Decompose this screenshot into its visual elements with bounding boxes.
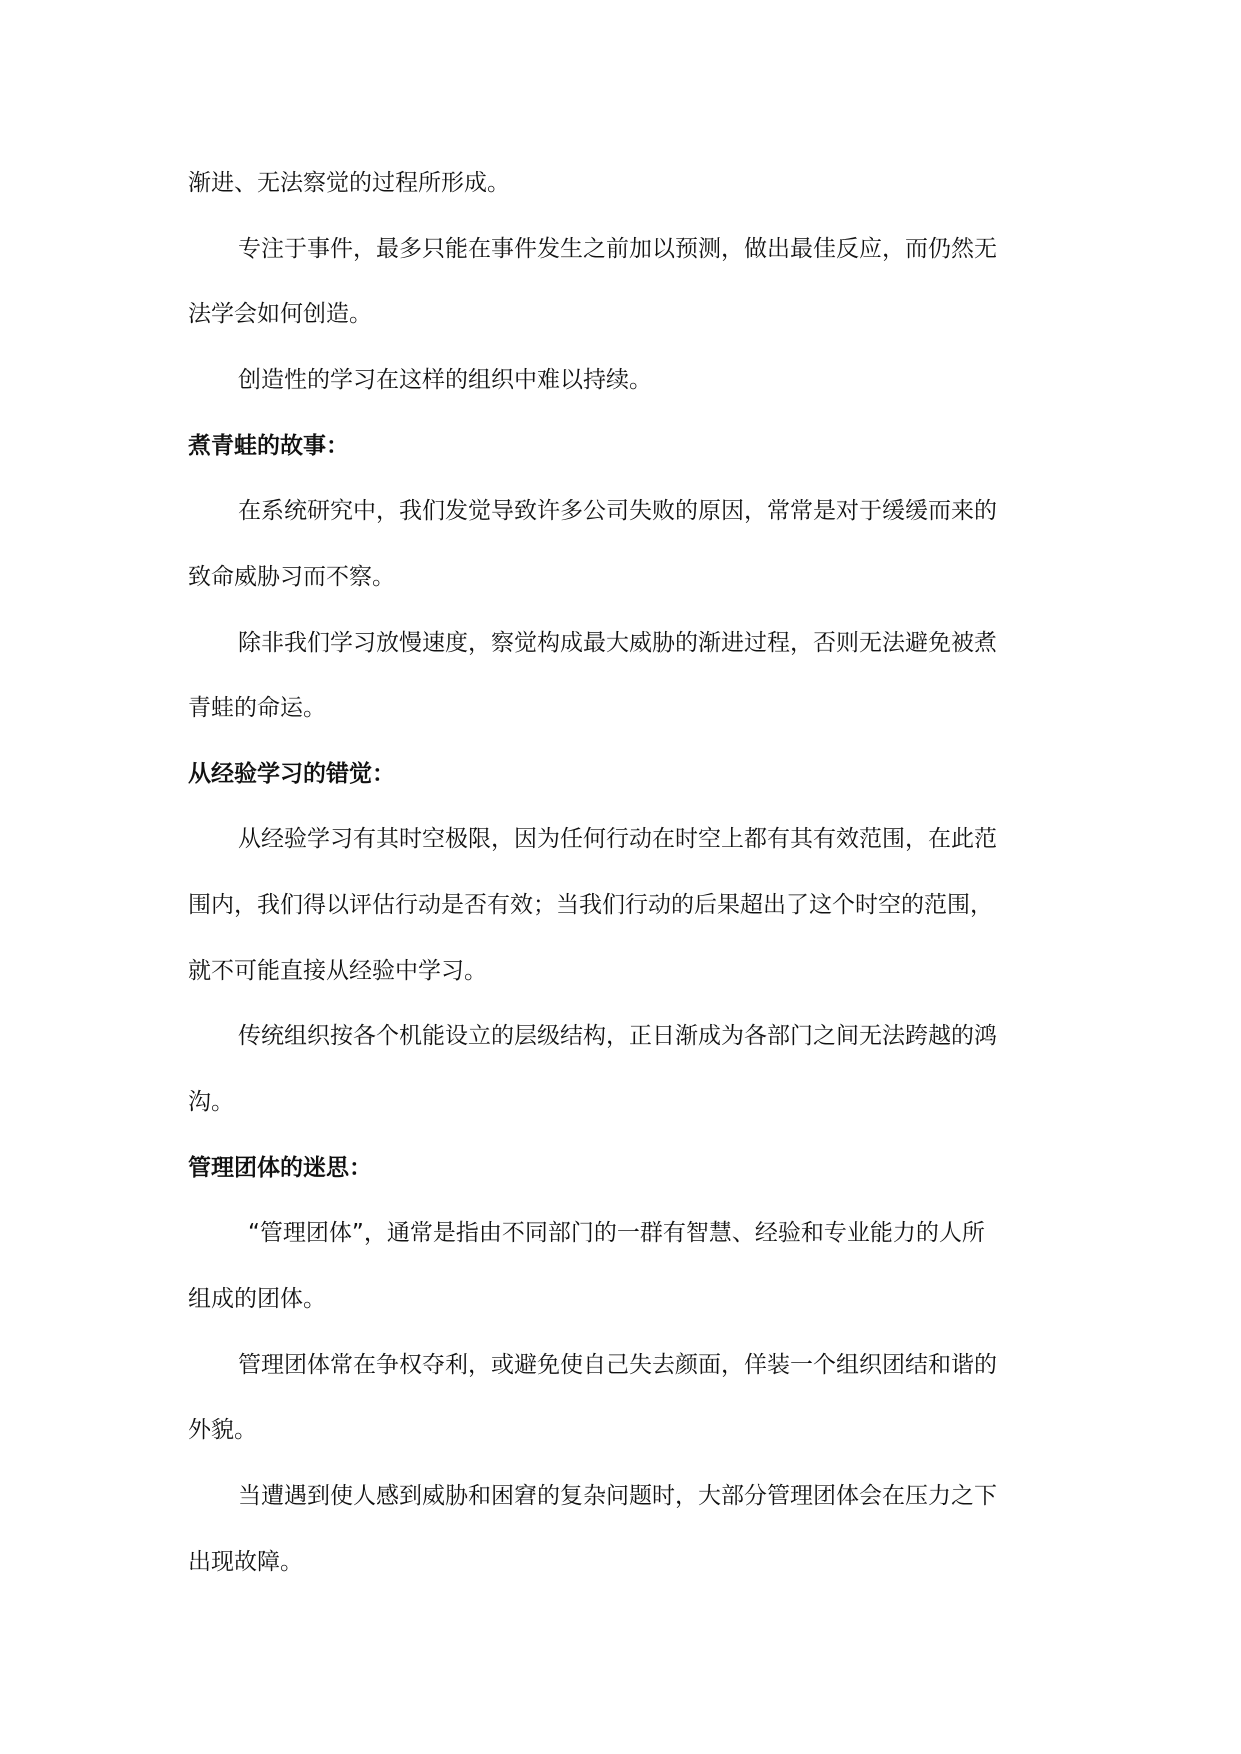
paragraph-line: 传统组织按各个机能设立的层级结构，正日渐成为各部门之间无法跨越的鸿 <box>238 1023 997 1049</box>
section-heading: 煮青蛙的故事： <box>188 433 349 459</box>
paragraph-line: 从经验学习有其时空极限，因为任何行动在时空上都有其有效范围，在此范 <box>238 826 997 852</box>
paragraph-line: “管理团体”，通常是指由不同部门的一群有智慧、经验和专业能力的人所 <box>248 1220 985 1246</box>
paragraph-line: 沟。 <box>188 1089 234 1115</box>
paragraph-line: 在系统研究中，我们发觉导致许多公司失败的原因，常常是对于缓缓而来的 <box>238 498 997 524</box>
paragraph-line: 创造性的学习在这样的组织中难以持续。 <box>238 367 652 393</box>
paragraph-line: 组成的团体。 <box>188 1286 326 1312</box>
paragraph-line: 当遭遇到使人感到威胁和困窘的复杂问题时，大部分管理团体会在压力之下 <box>238 1483 997 1509</box>
paragraph-line: 渐进、无法察觉的过程所形成。 <box>188 170 510 196</box>
paragraph-line: 青蛙的命运。 <box>188 695 326 721</box>
paragraph-line: 管理团体常在争权夺利，或避免使自己失去颜面，佯装一个组织团结和谐的 <box>238 1352 997 1378</box>
paragraph-line: 除非我们学习放慢速度，察觉构成最大威胁的渐进过程，否则无法避免被煮 <box>238 630 997 656</box>
section-heading: 管理团体的迷思： <box>188 1155 372 1181</box>
paragraph-line: 致命威胁习而不察。 <box>188 564 395 590</box>
paragraph-line: 外貌。 <box>188 1417 257 1443</box>
paragraph-line: 出现故障。 <box>188 1549 303 1575</box>
paragraph-line: 围内，我们得以评估行动是否有效；当我们行动的后果超出了这个时空的范围， <box>188 892 993 918</box>
paragraph-line: 法学会如何创造。 <box>188 301 372 327</box>
section-heading: 从经验学习的错觉： <box>188 761 395 787</box>
paragraph-line: 专注于事件，最多只能在事件发生之前加以预测，做出最佳反应，而仍然无 <box>238 236 997 262</box>
paragraph-line: 就不可能直接从经验中学习。 <box>188 958 487 984</box>
